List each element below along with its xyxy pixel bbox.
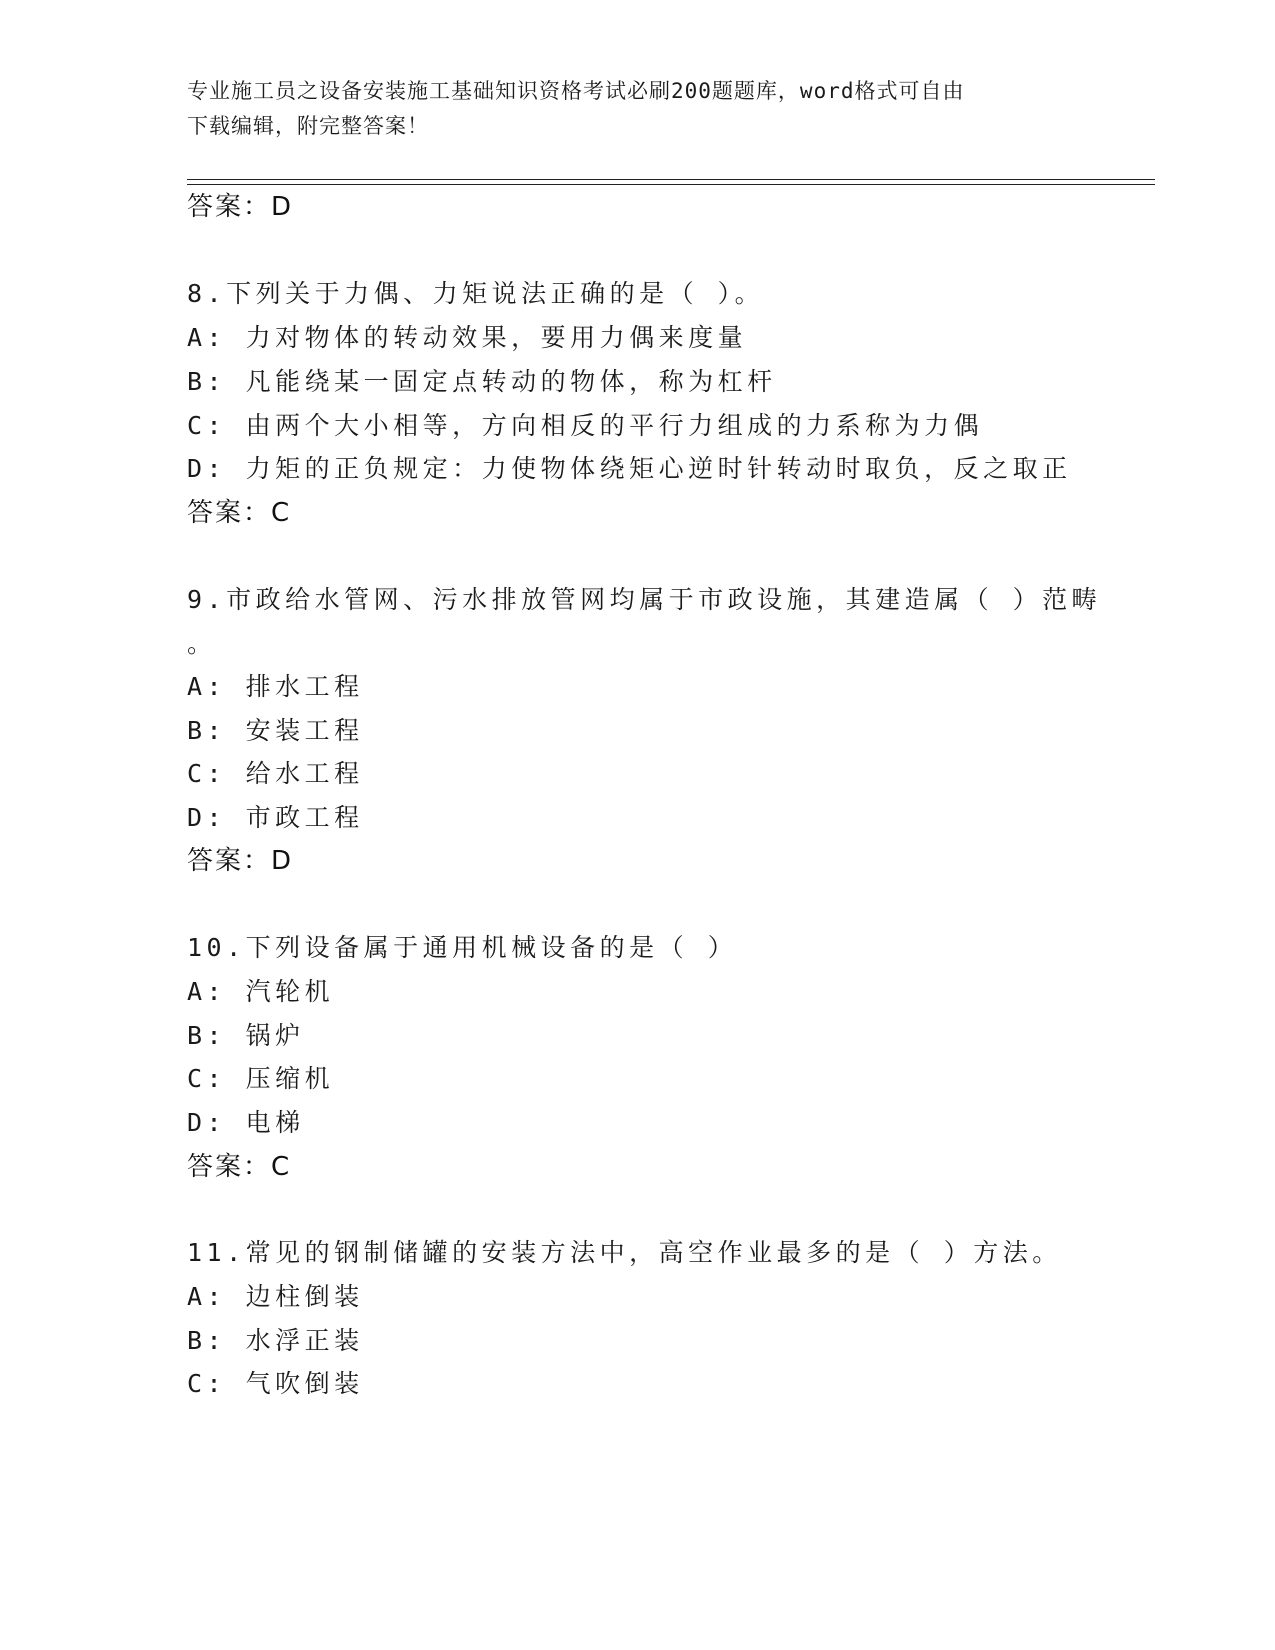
document-header bbox=[187, 74, 1067, 144]
question-9-text: 9.市政给水管网、污水排放管网均属于市政设施，其建造属（ ）范畴 bbox=[187, 585, 1102, 614]
question-9-option-c: C: 给水工程 bbox=[187, 759, 364, 788]
question-8-option-d: D: 力矩的正负规定：力使物体绕矩心逆时针转动时取负，反之取正 bbox=[187, 454, 1072, 483]
question-10-option-b: B: 锅炉 bbox=[187, 1021, 305, 1050]
question-11-option-c: C: 气吹倒装 bbox=[187, 1369, 364, 1398]
question-10-text: 10.下列设备属于通用机械设备的是（ ） bbox=[187, 933, 738, 962]
question-10-answer: 答案：C bbox=[187, 1152, 292, 1182]
header-line-2: 下载编辑，附完整答案！ bbox=[187, 114, 429, 138]
header-divider-top bbox=[187, 179, 1155, 180]
question-9-answer: 答案：D bbox=[187, 846, 294, 876]
question-9-text-continued: 。 bbox=[187, 629, 217, 658]
question-11-option-b: B: 水浮正装 bbox=[187, 1326, 364, 1355]
question-9-option-d: D: 市政工程 bbox=[187, 803, 364, 832]
header-divider-bottom bbox=[187, 184, 1155, 185]
question-8-text: 8.下列关于力偶、力矩说法正确的是（ ）。 bbox=[187, 279, 765, 308]
question-10-option-c: C: 压缩机 bbox=[187, 1064, 335, 1093]
question-8-answer: 答案：C bbox=[187, 498, 292, 528]
question-9-option-b: B: 安装工程 bbox=[187, 716, 364, 745]
question-8-option-c: C: 由两个大小相等，方向相反的平行力组成的力系称为力偶 bbox=[187, 411, 984, 440]
question-10-option-a: A: 汽轮机 bbox=[187, 977, 335, 1006]
question-8-option-a: A: 力对物体的转动效果，要用力偶来度量 bbox=[187, 323, 748, 352]
question-11-text: 11.常见的钢制储罐的安装方法中，高空作业最多的是（ ）方法。 bbox=[187, 1238, 1062, 1267]
header-line-1: 专业施工员之设备安装施工基础知识资格考试必刷200题题库，word格式可自由 bbox=[187, 79, 965, 103]
question-8-option-b: B: 凡能绕某一固定点转动的物体，称为杠杆 bbox=[187, 367, 777, 396]
question-11-option-a: A: 边柱倒装 bbox=[187, 1282, 364, 1311]
answer-previous: 答案：D bbox=[187, 192, 294, 222]
question-10-option-d: D: 电梯 bbox=[187, 1108, 305, 1137]
question-9-option-a: A: 排水工程 bbox=[187, 672, 364, 701]
